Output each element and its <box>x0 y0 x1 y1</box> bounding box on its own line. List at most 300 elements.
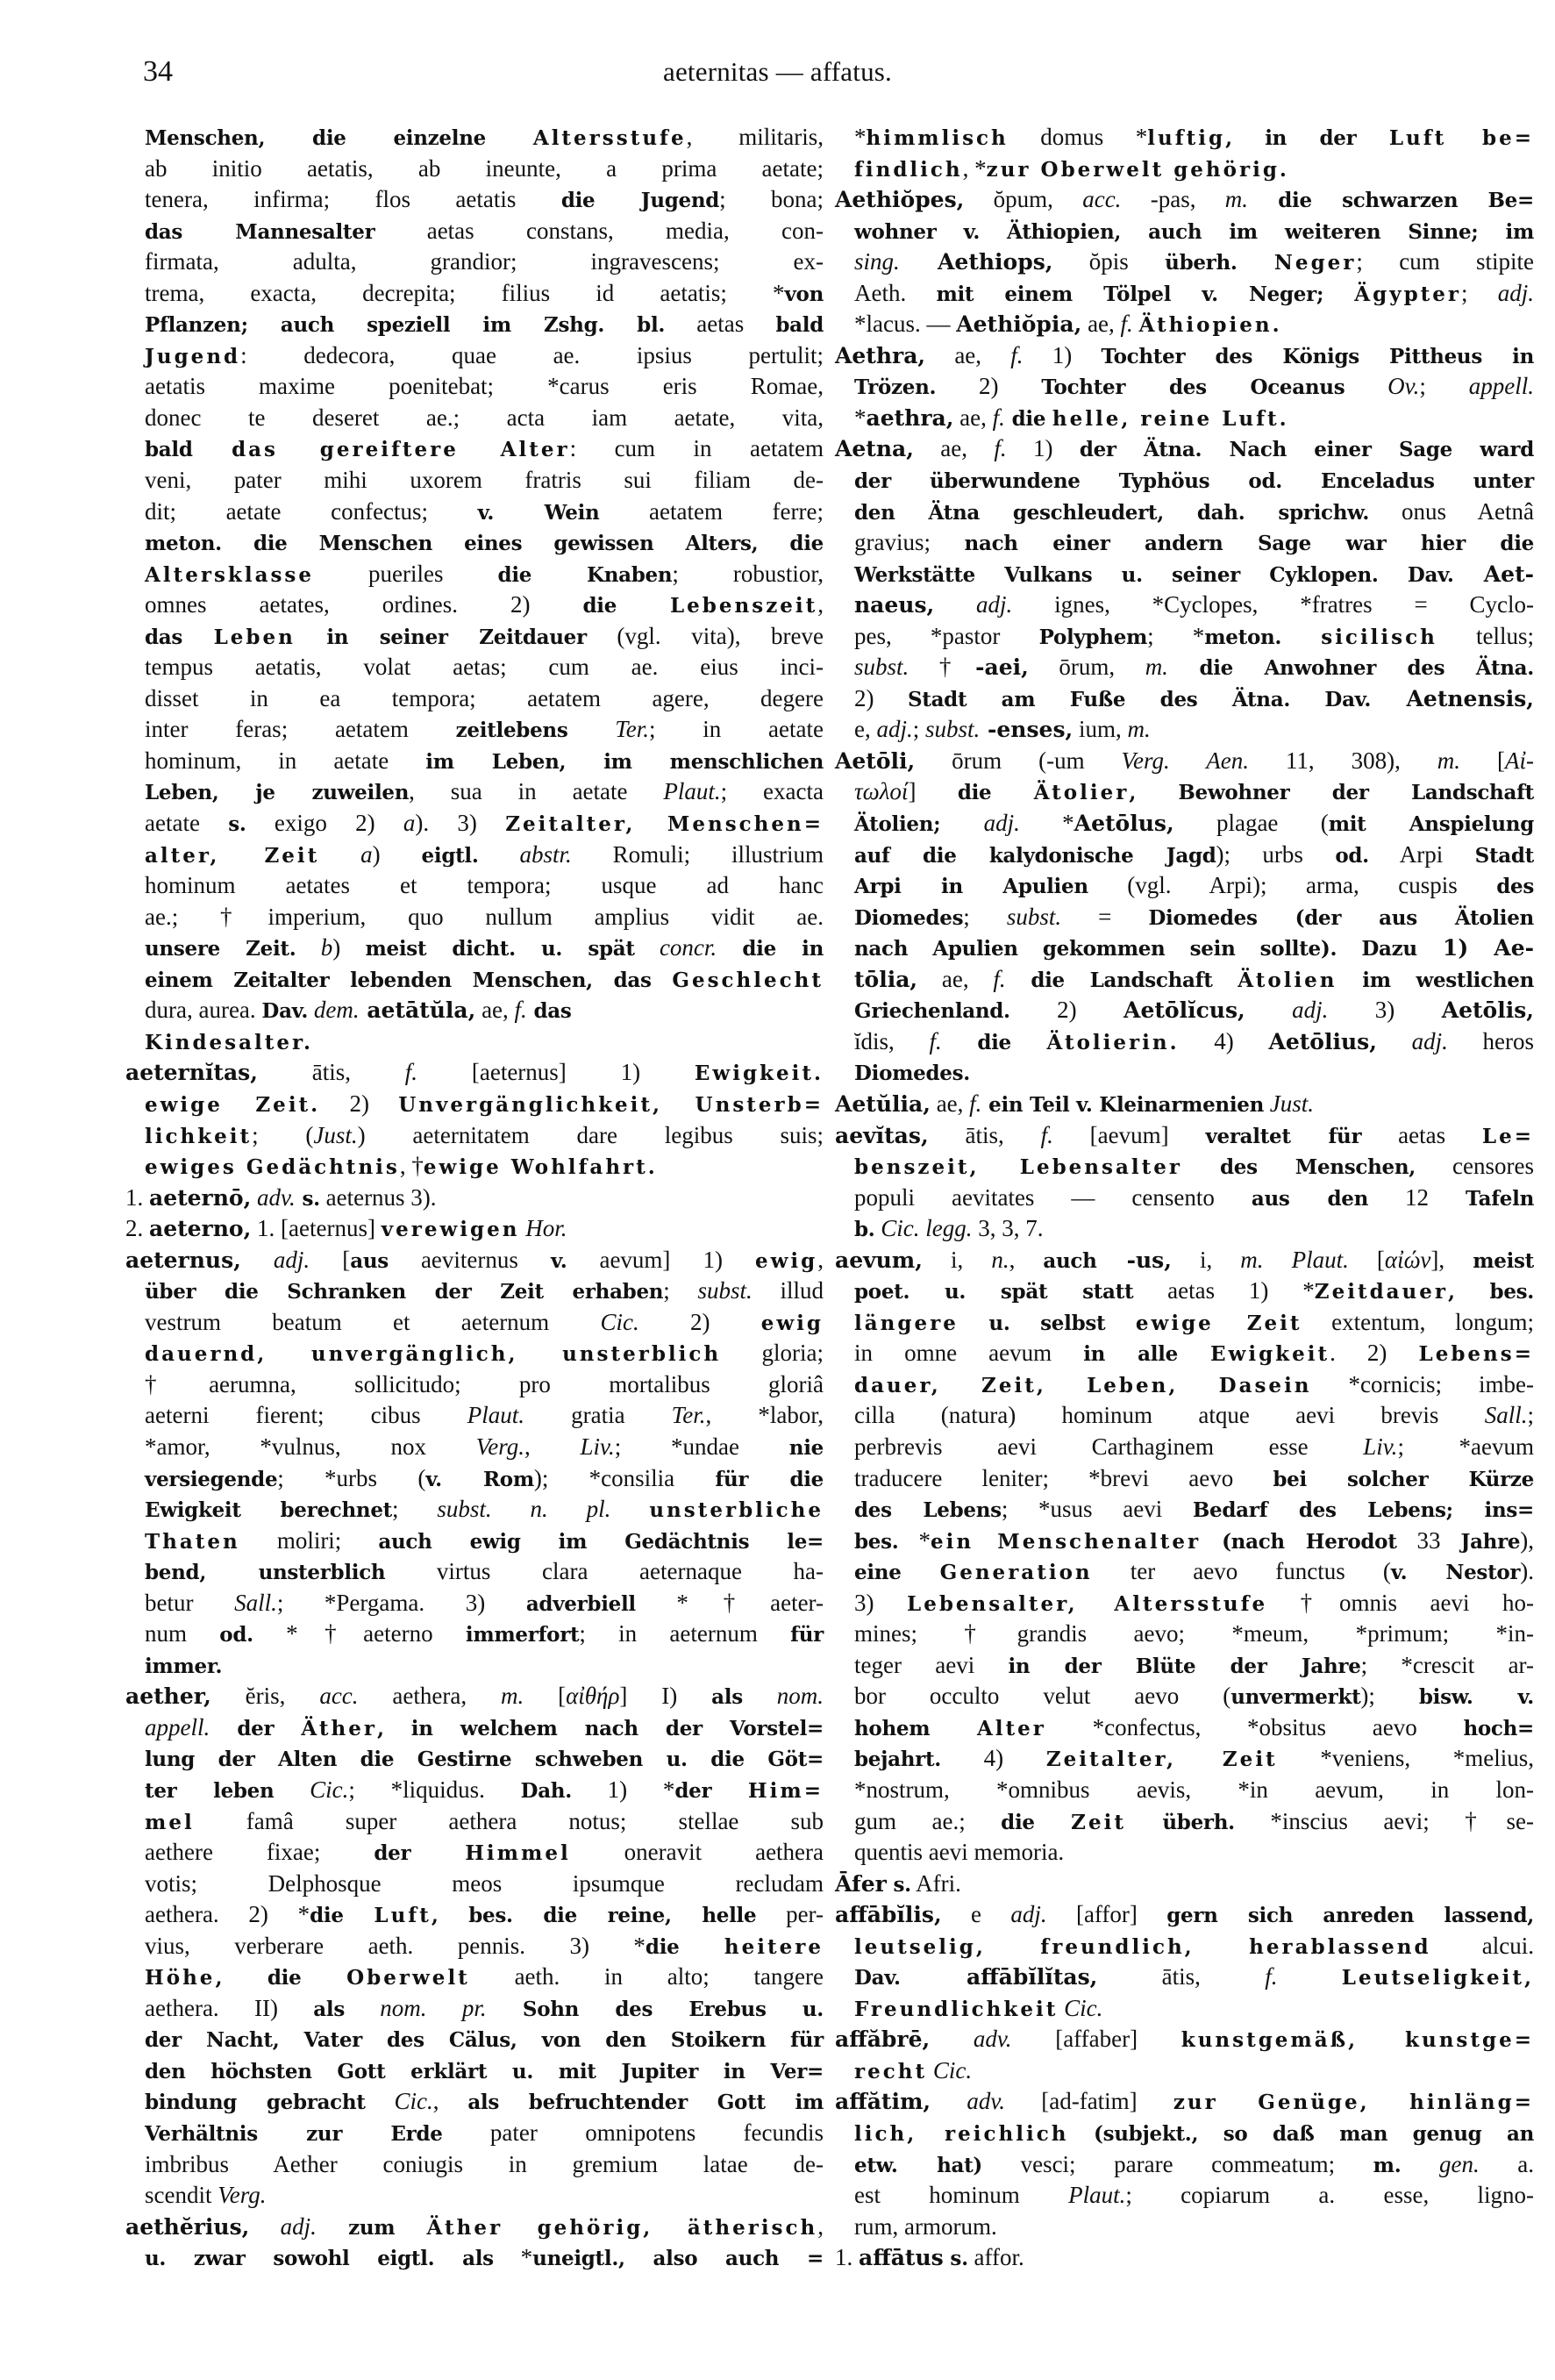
text-run: ; *crescit ar- <box>1360 1651 1534 1678</box>
headword: aeternō, <box>149 1184 252 1211</box>
entry-headline <box>125 1213 824 1245</box>
text-line <box>125 995 824 1026</box>
text-line <box>125 216 824 247</box>
text-line <box>125 340 824 372</box>
text-line <box>835 808 1534 840</box>
text-line <box>125 1993 824 2025</box>
text-line <box>835 2180 1534 2212</box>
text-run: ewiges Gedächtnis <box>145 1155 400 1180</box>
entry-headline <box>835 746 1534 777</box>
text-run: ium, <box>1073 716 1128 743</box>
italic-abbrev: m. <box>1224 186 1249 213</box>
text-run: illud <box>752 1277 824 1304</box>
text-run: poet. u. spät statt <box>854 1280 1134 1304</box>
text-line <box>835 1151 1534 1183</box>
text-run: gravius; <box>854 529 965 556</box>
text-run: ; <box>663 1277 698 1304</box>
text-line <box>835 1743 1534 1775</box>
text-run: 2) <box>1009 997 1124 1024</box>
text-run: alter, Zeit <box>145 843 320 868</box>
text-run: versiegende <box>145 1467 278 1491</box>
text-run: , <box>524 1433 581 1460</box>
italic-abbrev: f. <box>404 1059 418 1086</box>
text-run: = <box>1061 903 1149 930</box>
text-run: bor occulto velut aevo ( <box>854 1683 1231 1710</box>
italic-abbrev: Ter. <box>567 716 650 743</box>
text-line <box>835 465 1534 497</box>
italic-abbrev: Cic. <box>1058 1994 1103 2021</box>
entry-headline <box>835 2242 1534 2274</box>
italic-abbrev: f. <box>1040 1121 1053 1148</box>
text-line <box>835 1494 1534 1526</box>
text-run: pueriles <box>314 560 498 587</box>
text-line <box>125 870 824 902</box>
text-run: Dav. <box>261 999 309 1024</box>
italic-abbrev: adj. <box>1376 1027 1448 1054</box>
text-line <box>125 776 824 808</box>
text-run: aetatem ferre; <box>599 497 824 525</box>
text-run: Diomedes <box>854 905 964 930</box>
text-run: Ewigkeit <box>1210 1342 1330 1367</box>
text-run: aetas <box>1361 1121 1482 1148</box>
text-run: ; <box>963 903 1007 930</box>
text-run: nach einer andern Sage war hier die <box>964 532 1534 556</box>
text-run: 2) <box>638 1308 761 1335</box>
text-run: des Lebens <box>854 1498 1002 1523</box>
text-run: heros <box>1447 1027 1535 1054</box>
text-line <box>125 933 824 964</box>
text-run: disset in ea tempora; aetatem agere, degere <box>145 684 824 711</box>
text-line <box>835 278 1534 310</box>
text-run: b. <box>854 1218 875 1242</box>
headword: aevum, <box>835 1247 923 1273</box>
headword: Aetōlis, <box>1441 997 1534 1024</box>
text-line <box>125 1619 824 1650</box>
text-run: Altersklasse <box>145 562 315 587</box>
text-run: Lebenszeit <box>670 594 818 618</box>
text-run: famâ super aethera notus; stellae sub <box>194 1807 824 1834</box>
entry-headline <box>835 1089 1534 1120</box>
headword: aethra, <box>866 404 954 431</box>
text-run: inter feras; aetatem <box>145 716 456 743</box>
headword: Aethiŏpia, <box>956 311 1082 338</box>
text-run: Werkstätte Vulkans u. seiner Cyklopen. Dav. <box>854 562 1454 587</box>
text-run: eine <box>854 1561 940 1585</box>
text-run: ātis, <box>928 1121 1041 1148</box>
text-run: , † <box>399 1153 424 1180</box>
text-line <box>125 527 824 559</box>
text-run: 2) <box>854 684 908 711</box>
text-run: Ewigkeit. <box>694 1061 824 1086</box>
text-run: des Menschen, <box>1181 1155 1416 1180</box>
text-run: Afri. <box>910 1869 961 1897</box>
text-run <box>1133 311 1139 337</box>
text-run: 3, 3, 7. <box>972 1215 1044 1242</box>
text-run: uneigtl., also auch = <box>532 2247 824 2271</box>
text-run: Höhe <box>145 1966 216 1990</box>
text-run: Himmel <box>465 1841 571 1866</box>
text-run: Äther <box>301 1716 377 1740</box>
text-run: , militaris, <box>686 124 824 150</box>
text-run: *veniens, *melius, <box>1277 1745 1534 1772</box>
text-line <box>125 2149 824 2181</box>
text-run: i, <box>1171 1246 1241 1273</box>
italic-abbrev: f. <box>1010 341 1024 368</box>
text-run: bei solcher Kürze <box>1273 1467 1534 1491</box>
text-run: , die <box>215 1966 347 1990</box>
headword: Aethiŏpes, <box>835 187 965 213</box>
text-run: als <box>313 1997 345 2021</box>
italic-abbrev: dem. <box>308 997 360 1024</box>
text-line <box>835 371 1534 403</box>
text-run: längere <box>854 1311 959 1335</box>
text-line <box>125 840 824 871</box>
text-run: ae, <box>475 997 515 1024</box>
text-run: ; in aetate <box>649 716 824 743</box>
italic-abbrev: adj. <box>1010 1901 1047 1928</box>
text-run: auch ewig im Gedächtnis le= <box>378 1529 824 1554</box>
text-run: die Jugend <box>560 189 720 213</box>
headword: Aetŭlia, <box>835 1090 931 1117</box>
text-run: Neger <box>1273 251 1357 275</box>
headword: Aetōlĭcus, <box>1123 997 1245 1024</box>
text-run: Pflanzen; auch speziell im Zshg. bl. <box>145 313 666 338</box>
italic-abbrev: m. Plaut. <box>1240 1246 1349 1273</box>
text-run: ); urbs <box>1216 840 1336 868</box>
text-line <box>125 433 824 465</box>
text-run: gum ae.; <box>854 1807 1002 1834</box>
text-run: die <box>582 594 670 618</box>
text-run: zur Oberwelt gehörig. <box>986 157 1289 182</box>
text-run: , <box>817 591 824 618</box>
text-line <box>125 1775 824 1806</box>
text-line <box>835 122 1534 154</box>
text-run: ewige Wohlfahrt. <box>423 1155 658 1180</box>
entry-headline <box>835 2086 1534 2118</box>
headword: affābĭlis, <box>835 1902 942 1928</box>
text-run: bisw. v. <box>1418 1685 1534 1710</box>
text-line <box>125 1307 824 1339</box>
text-run: mit einem Tölpel v. Neger; <box>936 282 1355 306</box>
text-run: bald <box>145 438 232 462</box>
text-run: vesci; parare commeatum; <box>982 2150 1373 2177</box>
text-run: ae, <box>917 965 994 992</box>
headword: Aet- <box>1453 561 1534 587</box>
text-run: ; *aevum <box>1397 1433 1534 1460</box>
text-run: : cum in aetatem <box>569 435 824 462</box>
text-line <box>835 590 1534 621</box>
text-run: censores <box>1415 1153 1534 1180</box>
text-run: perbrevis aevi Carthaginem esse <box>854 1433 1364 1460</box>
text-run: Polyphem <box>1038 625 1148 649</box>
text-line <box>125 1369 824 1401</box>
text-run: extentum, longum; <box>1302 1308 1534 1335</box>
text-run: der Nacht, Vater des Cälus, von den Stoikern für <box>145 2028 824 2053</box>
text-line <box>835 995 1534 1026</box>
italic-abbrev: m. <box>1437 747 1461 774</box>
text-run: [aeternus] 1) <box>417 1059 695 1086</box>
text-line <box>835 776 1534 808</box>
text-run: Romuli; illustrium <box>571 840 824 868</box>
entry-headline <box>125 1183 824 1214</box>
text-run: Stadt am Fuße des Ätna. Dav. <box>907 687 1372 711</box>
text-run: gratia <box>524 1402 672 1429</box>
text-line <box>125 247 824 278</box>
text-line <box>125 1806 824 1838</box>
text-run: ). <box>1520 1558 1535 1585</box>
text-run: , bes. die reine, helle <box>431 1904 757 1928</box>
text-run: , <box>817 2212 824 2240</box>
text-run: scendit <box>145 2182 218 2209</box>
text-run: ewig <box>755 1248 818 1273</box>
text-run: wohner v. Äthiopien, auch im weiteren Sinne; im <box>854 219 1534 244</box>
text-run: cilla (natura) hominum atque aevi brevis <box>854 1402 1485 1429</box>
text-line <box>125 2024 824 2055</box>
text-run: überh. <box>1125 1810 1235 1834</box>
text-run: hoch= <box>1463 1716 1535 1740</box>
entry-headline <box>835 1120 1534 1152</box>
text-run: immer. <box>145 1654 223 1678</box>
text-run: ; <box>912 716 926 743</box>
text-run: ; * <box>1147 622 1205 649</box>
headword: -aei, <box>975 654 1029 681</box>
headword: Āfer <box>835 1870 887 1897</box>
text-run: leutselig, freundlich, herablassend <box>854 1934 1431 1959</box>
italic-abbrev: Liv. <box>1363 1433 1398 1460</box>
text-run: tempus aetatis, volat aetas; cum ae. eius inci- <box>145 654 824 681</box>
text-line <box>125 1338 824 1369</box>
text-run: veraltet für <box>1205 1124 1362 1148</box>
text-run: dit; aetate confectus; <box>145 497 478 525</box>
text-run: i, <box>922 1246 992 1273</box>
text-run: des <box>1496 875 1534 899</box>
text-line <box>835 1650 1534 1682</box>
text-run: , <box>817 1246 824 1273</box>
text-run: s. <box>228 812 246 837</box>
italic-abbrev: adj. <box>934 591 1013 618</box>
text-line <box>125 278 824 310</box>
text-run: findlich <box>854 157 963 182</box>
italic-abbrev: f. <box>994 435 1007 462</box>
left-column <box>125 122 824 2274</box>
text-run: ; <box>1527 1402 1534 1429</box>
italic-abbrev: nom. pr. <box>344 1994 487 2021</box>
text-run: *†aeter- <box>635 1589 824 1616</box>
text-run: als <box>711 1685 743 1710</box>
text-run: moliri; <box>239 1526 379 1554</box>
italic-abbrev: adj. <box>876 716 913 743</box>
italic-abbrev: Plaut. <box>467 1402 524 1429</box>
italic-abbrev: Αἰ- <box>1504 747 1534 774</box>
text-run: [aevum] <box>1052 1121 1206 1148</box>
text-run: [affaber] <box>1011 2026 1181 2053</box>
text-run: quentis aevi memoria. <box>854 1839 1065 1866</box>
text-run: [ <box>1348 1246 1385 1273</box>
headword: Aethra, <box>835 342 926 368</box>
text-run: (nach Herodot <box>1201 1529 1397 1554</box>
text-run: der <box>210 1716 302 1740</box>
text-run: ewige Zeit <box>1135 1311 1302 1335</box>
text-line <box>835 621 1534 653</box>
text-run: teger aevi <box>854 1651 1009 1678</box>
text-run: 3) <box>854 1589 908 1616</box>
text-run: ], <box>1430 1246 1473 1273</box>
text-run: meton. <box>1204 625 1322 649</box>
text-run: Diomedes (der aus Ätolien <box>1148 905 1534 930</box>
text-run: Thaten <box>145 1529 240 1554</box>
text-run: Dav. <box>854 1966 901 1990</box>
text-run: Stadt <box>1474 843 1534 868</box>
text-run: s. <box>886 1872 911 1897</box>
italic-abbrev: adj. <box>1245 997 1329 1024</box>
text-run: 1. <box>835 2244 859 2271</box>
text-run: ein Teil v. Kleinarmenien <box>981 1092 1265 1117</box>
text-run: ; robustior, <box>672 560 824 587</box>
text-run: der <box>374 1841 466 1866</box>
text-line <box>125 2242 824 2274</box>
italic-abbrev: subst. <box>697 1277 753 1304</box>
text-run: hohem <box>854 1716 977 1740</box>
text-run: donec te deseret ae.; acta iam aetate, vita, <box>145 404 824 431</box>
text-line <box>835 1993 1534 2025</box>
text-run: in omne aevum <box>854 1340 1084 1367</box>
text-run: adverbiell <box>525 1591 636 1616</box>
text-run: bend, unsterblich <box>145 1561 386 1585</box>
text-run: für <box>790 1623 824 1647</box>
headword: Aetna, <box>835 436 914 462</box>
italic-abbrev: f. <box>993 965 1006 992</box>
text-line <box>125 1899 824 1931</box>
text-run: ); <box>1360 1683 1419 1710</box>
text-run: †omnis aevi ho- <box>1267 1589 1534 1616</box>
text-run: Ewigkeit berechnet <box>145 1498 392 1523</box>
text-line <box>125 1556 824 1588</box>
text-run: Tochter des Oceanus <box>1041 375 1345 400</box>
italic-abbrev: Liv. <box>580 1433 615 1460</box>
text-line <box>125 559 824 590</box>
text-run: die in <box>717 937 824 961</box>
text-run: ) <box>372 840 422 868</box>
text-run: die <box>645 1934 724 1959</box>
text-run: ĕris, <box>210 1683 320 1710</box>
text-run: zur Genüge, hinläng= <box>1173 2091 1534 2115</box>
headword: aetātŭla, <box>359 997 476 1024</box>
text-line <box>125 964 824 996</box>
text-run: Zeitdauer <box>1314 1280 1449 1304</box>
entry-headline <box>835 1869 1534 1900</box>
text-run: † <box>909 654 976 681</box>
text-line <box>125 714 824 746</box>
text-run: ; *undae <box>614 1433 789 1460</box>
right-column <box>835 122 1534 2274</box>
text-run: od. <box>219 1623 253 1647</box>
text-line <box>835 1213 1534 1245</box>
text-line <box>125 902 824 933</box>
text-run: ae, <box>913 435 995 462</box>
text-line <box>125 746 824 777</box>
italic-abbrev: adj. <box>1497 279 1535 306</box>
text-run <box>610 1496 649 1522</box>
text-run: 2) <box>936 373 1042 400</box>
italic-abbrev: Cic. <box>600 1308 639 1335</box>
text-run: als befruchtender Gott im <box>467 2091 824 2115</box>
entry-headline <box>835 2024 1534 2055</box>
text-run: Ägypter <box>1354 282 1462 306</box>
text-run: ĭdis, <box>854 1027 930 1054</box>
text-run: *nostrum, *omnibus aevis, *in aevum, in lon- <box>854 1776 1534 1803</box>
text-run: [affor] <box>1046 1901 1167 1928</box>
text-run: hominum aetates et tempora; usque ad hanc <box>145 872 824 899</box>
text-line <box>125 590 824 621</box>
text-run: : dedecora, quae ae. ipsius pertulit; <box>240 341 824 368</box>
text-run: der überwundene Typhöus od. Enceladus unter <box>854 469 1534 494</box>
text-run: Zeitalter, Menschen= <box>505 812 824 837</box>
text-line <box>835 683 1534 715</box>
text-run: pes, *pastor <box>854 622 1039 649</box>
text-run: , in der <box>1225 126 1389 150</box>
text-run: Luft be= <box>1388 126 1535 150</box>
text-run: ). 3) <box>415 810 506 837</box>
text-run: unvermerkt <box>1230 1685 1361 1710</box>
text-run: *confectus, *obsitus aevo <box>1045 1713 1464 1740</box>
text-line <box>835 154 1534 185</box>
text-run: alcui. <box>1430 1932 1534 1959</box>
italic-abbrev: f. <box>514 997 527 1024</box>
italic-abbrev: appell. <box>1468 373 1534 400</box>
text-line <box>125 1650 824 1682</box>
text-run: ; <box>1461 279 1498 306</box>
text-line <box>835 1463 1534 1495</box>
entry-headline <box>835 340 1534 372</box>
running-head: aeternitas — affatus. <box>663 56 892 87</box>
text-run: ewige Zeit. <box>145 1092 321 1117</box>
text-run: gern sich anreden lassend, <box>1166 1904 1535 1928</box>
text-run: Aeth. <box>854 279 937 306</box>
entry-headline <box>835 1899 1534 1931</box>
text-run: ] <box>908 778 958 805</box>
text-run: auch <box>1043 1248 1097 1273</box>
italic-abbrev: Verg. <box>475 1433 524 1460</box>
text-line <box>125 1837 824 1869</box>
text-run: ŏpis <box>1052 248 1166 275</box>
text-run: ; in aeternum <box>579 1620 791 1647</box>
text-line <box>125 621 824 653</box>
headword: aeternus, <box>125 1247 241 1273</box>
entry-headline <box>125 1681 824 1712</box>
text-run: , in welchem nach der Vorstel= <box>376 1716 824 1740</box>
italic-abbrev: subst. n. pl. <box>437 1496 611 1523</box>
text-run: v. Wein <box>477 500 600 525</box>
text-run: in der Blüte der Jahre <box>1008 1654 1361 1678</box>
text-run: mit Anspielung <box>1328 812 1534 837</box>
text-line <box>835 1026 1534 1058</box>
text-line <box>835 1432 1534 1463</box>
text-line <box>125 808 824 840</box>
text-line <box>125 1494 824 1526</box>
text-run: lichkeit <box>145 1124 253 1148</box>
italic-abbrev: concr. <box>634 934 717 961</box>
page-number: 34 <box>143 55 173 88</box>
text-run: Diomedes. <box>854 1061 970 1086</box>
text-line <box>835 1183 1534 1214</box>
text-run: benszeit, Lebensalter <box>854 1155 1182 1180</box>
text-line <box>125 1588 824 1619</box>
text-run: e, <box>854 716 877 743</box>
text-line <box>835 840 1534 871</box>
text-run: im westlichen <box>1337 968 1535 992</box>
text-line <box>835 1712 1534 1744</box>
text-run: lung der Alten die Gestirne schweben u. die Göt= <box>145 1747 824 1772</box>
